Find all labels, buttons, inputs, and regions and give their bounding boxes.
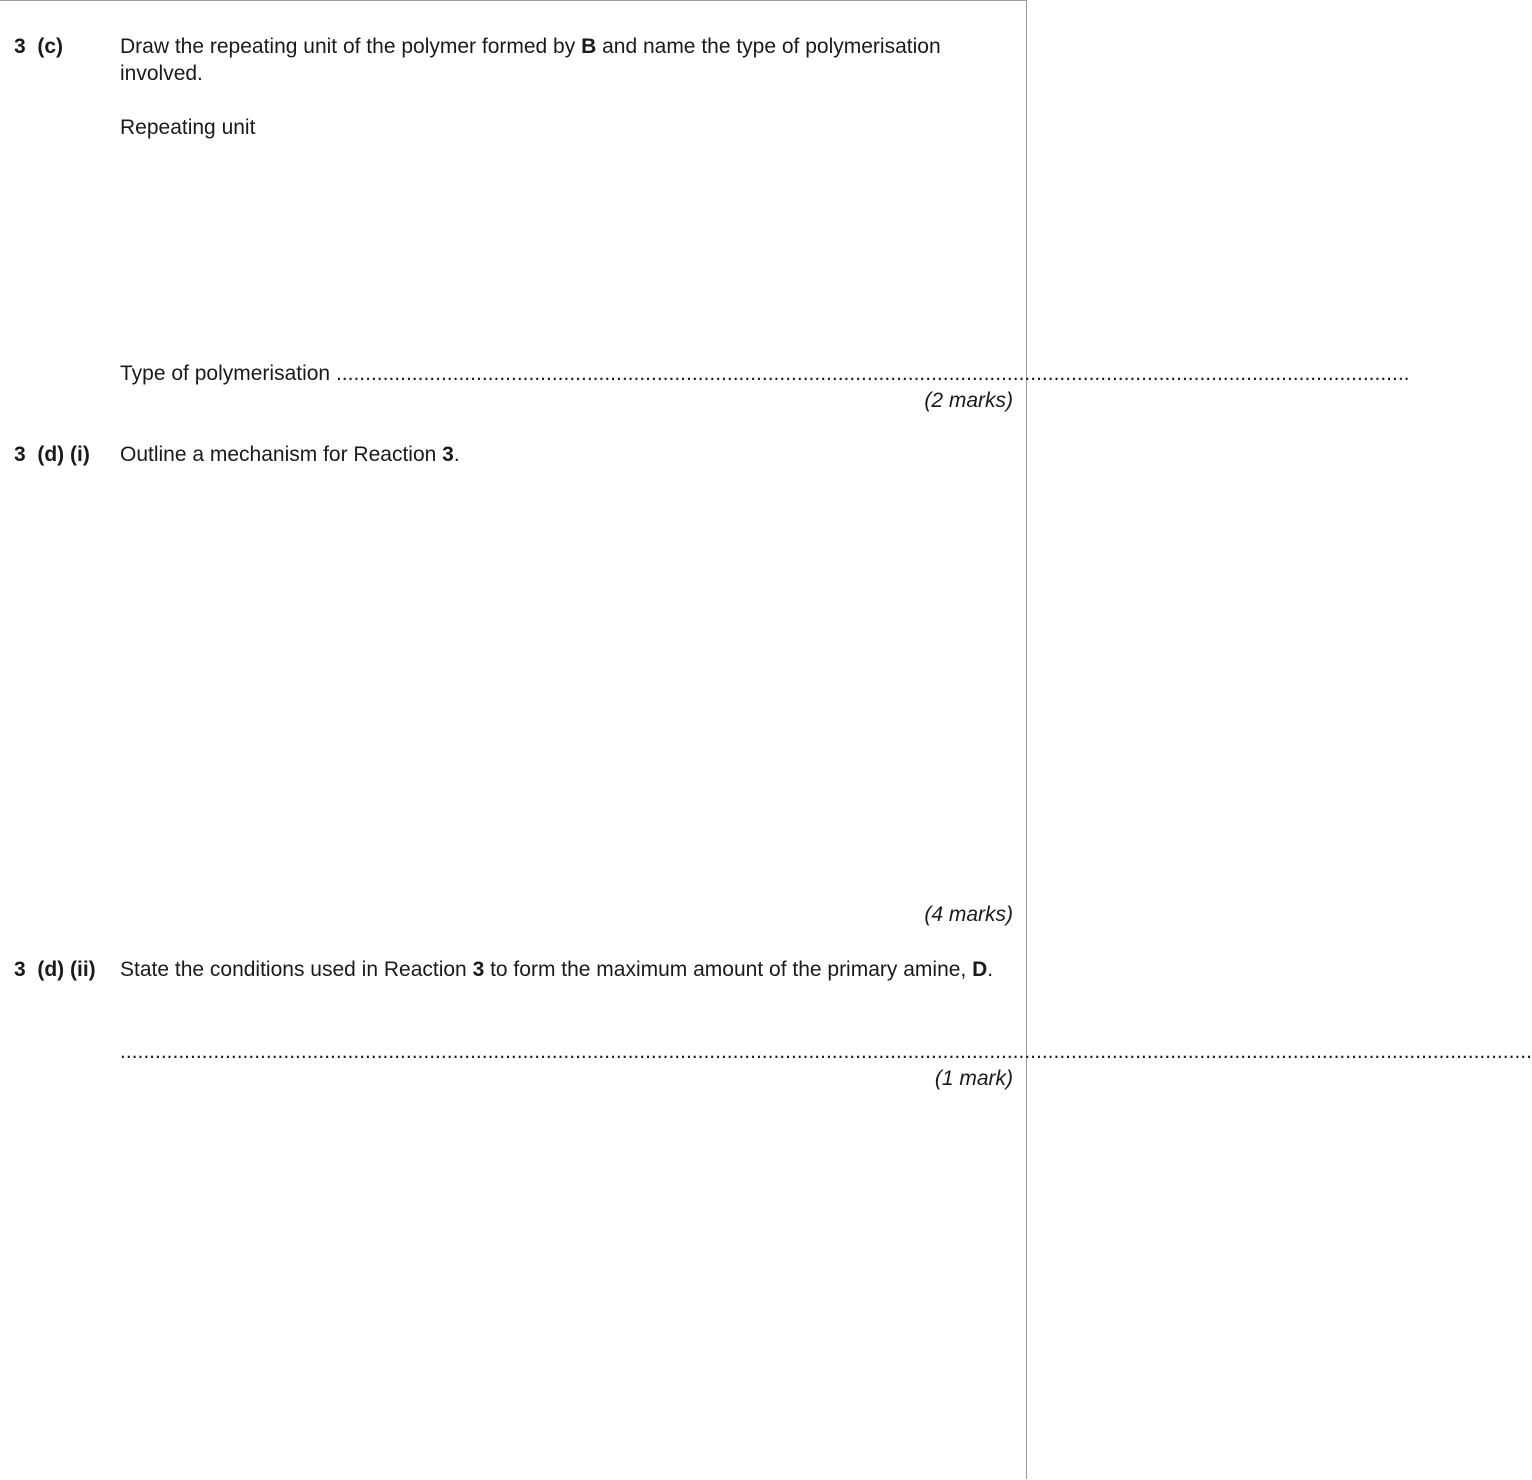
- question-text-3c: [120, 33, 1000, 87]
- question-number-3di: 3 (d) (i): [14, 443, 90, 466]
- question-number-3dii: 3 (d) (ii): [14, 958, 96, 981]
- marks-3di: (4 marks): [924, 903, 1013, 926]
- marks-3dii: (1 mark): [934, 1067, 1013, 1090]
- question-text-3di-part1: Outline a mechanism for Reaction: [120, 443, 443, 466]
- repeating-unit-label: Repeating unit: [120, 116, 256, 139]
- question-text-3di-part2: .: [453, 443, 460, 466]
- question-text-3c-bold-b: B: [581, 35, 597, 58]
- question-text-3di-bold-3: 3: [442, 443, 454, 466]
- question-text-3dii: [120, 956, 1000, 983]
- polymerisation-type-label: Type of polymerisation: [120, 362, 331, 385]
- marks-3c: (2 marks): [924, 389, 1013, 412]
- question-text-3dii-bold-d: D: [972, 958, 988, 981]
- question-text-3dii-part1: State the conditions used in Reaction: [120, 958, 473, 981]
- polymerisation-type-dots: ........................................................................................................................................................................................: [335, 362, 1410, 385]
- conditions-dots: ..................................................................................................................................................................................................................................................: [120, 1040, 1532, 1063]
- question-text-3dii-bold-3: 3: [472, 958, 485, 981]
- question-text-3di: [120, 441, 1000, 468]
- conditions-answer-line[interactable]: [120, 1038, 1532, 1065]
- question-text-3c-part1: Draw the repeating unit of the polymer formed by: [120, 35, 582, 58]
- question-text-3c-part2: and name the type of polymerisation involved.: [120, 35, 941, 85]
- question-number-3c: 3 (c): [14, 35, 64, 58]
- question-text-3dii-part2: to form the maximum amount of the primary amine,: [484, 958, 973, 981]
- polymerisation-type-answer-line[interactable]: [120, 360, 1410, 387]
- question-text-3dii-part3: .: [987, 958, 994, 981]
